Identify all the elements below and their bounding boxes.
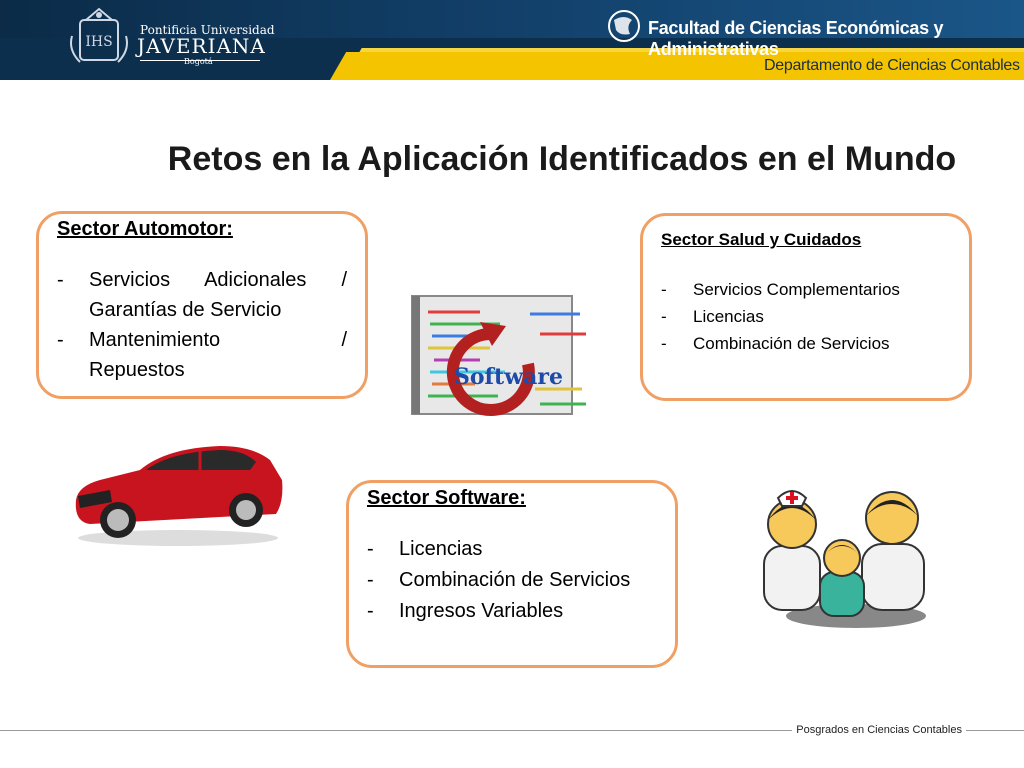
list-item-line2: Garantías de Servicio [89, 299, 282, 321]
sector-automotor-box [36, 211, 368, 399]
list-item [367, 565, 657, 596]
faculty-name: Facultad de Ciencias Económicas y Administrativas [648, 18, 944, 59]
university-seal-icon [66, 6, 132, 72]
university-name-small: Pontificia Universidad [140, 23, 275, 37]
svg-text:IHS: IHS [85, 34, 113, 50]
faculty-globe-icon [606, 8, 642, 44]
car-illustration [70, 430, 286, 550]
software-illustration [410, 294, 590, 426]
sector-software-heading: Sector Software: [367, 487, 526, 509]
header-banner [0, 0, 1024, 80]
university-name: JAVERIANA [137, 34, 266, 58]
medical-staff-illustration [756, 484, 936, 632]
list-dash: - [661, 280, 667, 299]
sector-software-list [367, 534, 657, 627]
sector-salud-list [661, 276, 951, 357]
list-item-text: Servicios Complementarios [693, 280, 900, 299]
list-item [661, 303, 951, 330]
list-dash: - [367, 538, 374, 560]
sector-salud-box [640, 213, 972, 401]
list-dash: - [367, 569, 374, 591]
list-item-text: Combinación de Servicios [399, 569, 631, 591]
list-item-text: Licencias [693, 307, 764, 326]
sector-automotor-list [57, 265, 347, 385]
list-item [367, 596, 657, 627]
department-name: Departamento de Ciencias Contables [764, 57, 1020, 74]
slide-title: Retos en la Aplicación Identificados en el Mundo [167, 140, 957, 178]
list-item [661, 276, 951, 303]
footer-text: Posgrados en Ciencias Contables [792, 724, 966, 736]
sector-salud-heading: Sector Salud y Cuidados [661, 230, 862, 249]
sector-software-box [346, 480, 678, 668]
list-item [367, 534, 657, 565]
list-dash: - [661, 307, 667, 326]
university-city: Bogotá [184, 57, 213, 66]
list-item-text: Combinación de Servicios [693, 334, 890, 353]
list-item [57, 265, 347, 325]
list-dash: - [57, 329, 64, 351]
list-dash: - [57, 269, 64, 291]
list-item-line1: Servicios Adicionales / [89, 269, 347, 291]
list-dash: - [367, 600, 374, 622]
sector-automotor-heading: Sector Automotor: [57, 218, 233, 240]
list-item-text: Licencias [399, 538, 483, 560]
software-label: Software [454, 364, 563, 390]
list-item [57, 325, 347, 385]
list-item-line1: Mantenimiento / [89, 329, 347, 351]
list-item [661, 330, 951, 357]
list-item-text: Ingresos Variables [399, 600, 564, 622]
list-item-line2: Repuestos [89, 359, 185, 381]
list-dash: - [661, 334, 667, 353]
